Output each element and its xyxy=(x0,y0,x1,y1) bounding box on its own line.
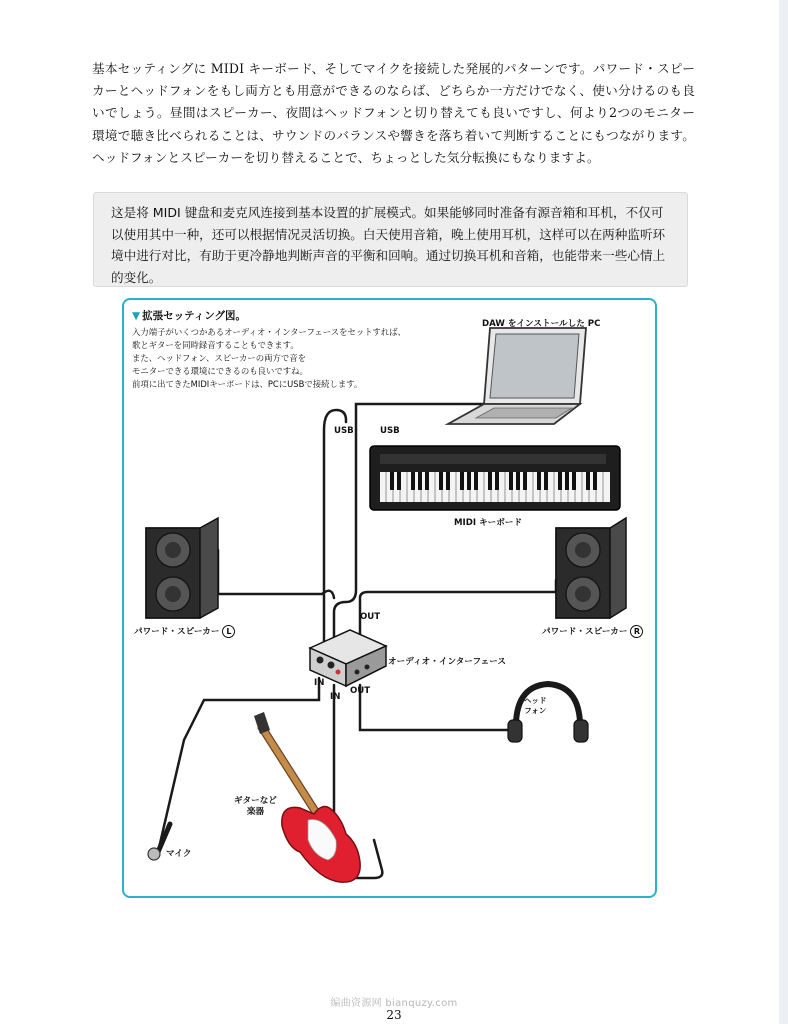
label-microphone: マイク xyxy=(166,849,192,859)
label-audio-interface: オーディオ・インターフェース xyxy=(388,657,506,667)
label-usb-1: USB xyxy=(334,426,354,436)
laptop-pc xyxy=(448,328,586,424)
page-edge-strip xyxy=(779,0,788,1024)
label-headphones-line1: ヘッド xyxy=(524,696,547,705)
label-speaker-left xyxy=(134,625,235,638)
label-guitar xyxy=(234,796,277,818)
speaker-right-cable xyxy=(360,580,556,655)
speaker-right xyxy=(556,518,626,618)
label-speaker-right-text: パワード・スピーカー xyxy=(542,627,628,637)
label-pc: DAW をインストールした PC xyxy=(482,319,601,329)
label-speaker-left-text: パワード・スピーカー xyxy=(134,627,220,637)
figure-title xyxy=(132,308,406,323)
chinese-translation: 这是将 MIDI 键盘和麦克风连接到基本设置的扩展模式。如果能够同时准备有源音箱和耳机，不仅可以使用其中一种，还可以根据情况灵活切换。白天使用音箱，晚上使用耳机，这样可以在两种监听环境中进行对比，有助于更冷静地判断声音的平衡和回响。通过切换耳机和音箱，也能带来一些心情上的变化。 xyxy=(111,205,666,285)
caption-line: また、ヘッドフォン、スピーカーの両方で音を xyxy=(132,353,307,363)
caption-line: 入力端子がいくつかあるオーディオ・インターフェースをセットすれば、 xyxy=(132,327,406,337)
label-headphones xyxy=(524,696,547,716)
label-speaker-right xyxy=(542,625,643,638)
speaker-left-cable xyxy=(218,550,334,598)
midi-keyboard xyxy=(370,446,620,510)
channel-right-mark: R xyxy=(630,625,643,638)
figure-caption xyxy=(132,308,406,391)
label-headphones-line2: フォン xyxy=(524,706,547,715)
label-midi-keyboard: MIDI キーボード xyxy=(454,518,523,528)
label-out-top: OUT xyxy=(360,612,381,622)
channel-left-mark: L xyxy=(222,625,235,638)
caption-line: 前項に出てきたMIDIキーボードは、PCにUSBで接続します。 xyxy=(132,379,363,389)
label-guitar-line1: ギターなど xyxy=(234,796,277,806)
triangle-icon: ▼ xyxy=(132,310,141,322)
extended-setup-diagram xyxy=(122,298,657,898)
label-in-2: IN xyxy=(330,692,341,702)
headphones xyxy=(508,684,588,742)
caption-line: モニターできる環境にできるのも良いですね。 xyxy=(132,366,308,376)
label-usb-2: USB xyxy=(380,426,400,436)
label-guitar-line2: 楽器 xyxy=(246,807,265,817)
headphone-cable xyxy=(360,685,508,730)
translation-box xyxy=(93,192,688,287)
caption-line: 歌とギターを同時録音することもできます。 xyxy=(132,340,299,350)
page-number: 23 xyxy=(386,1008,402,1022)
speaker-left xyxy=(146,518,218,618)
japanese-paragraph: 基本セッティングに MIDI キーボード、そしてマイクを接続した発展的パターンです。パワード・スピーカーとヘッドフォンをもし両方とも用意ができるのならば、どちらか一方だけでなく、使い分けるのも良いでしょう。昼間はスピーカー、夜間はヘッドフォンと切り替えても良いですし、何より2つのモニター環境で聴き比べられることは、サウンドのバランスや響きを落ち着いて判断することにもつながります。ヘッドフォンとスピーカーを切り替えることで、ちょっとした気分転換にもなりますよ。 xyxy=(92,61,695,165)
watermark: 编曲资源网 bianquzy.com xyxy=(330,998,458,1009)
figure-title-text: 拡張セッティング図。 xyxy=(142,310,247,322)
label-in-1: IN xyxy=(314,678,325,688)
label-out-bottom: OUT xyxy=(350,686,371,696)
